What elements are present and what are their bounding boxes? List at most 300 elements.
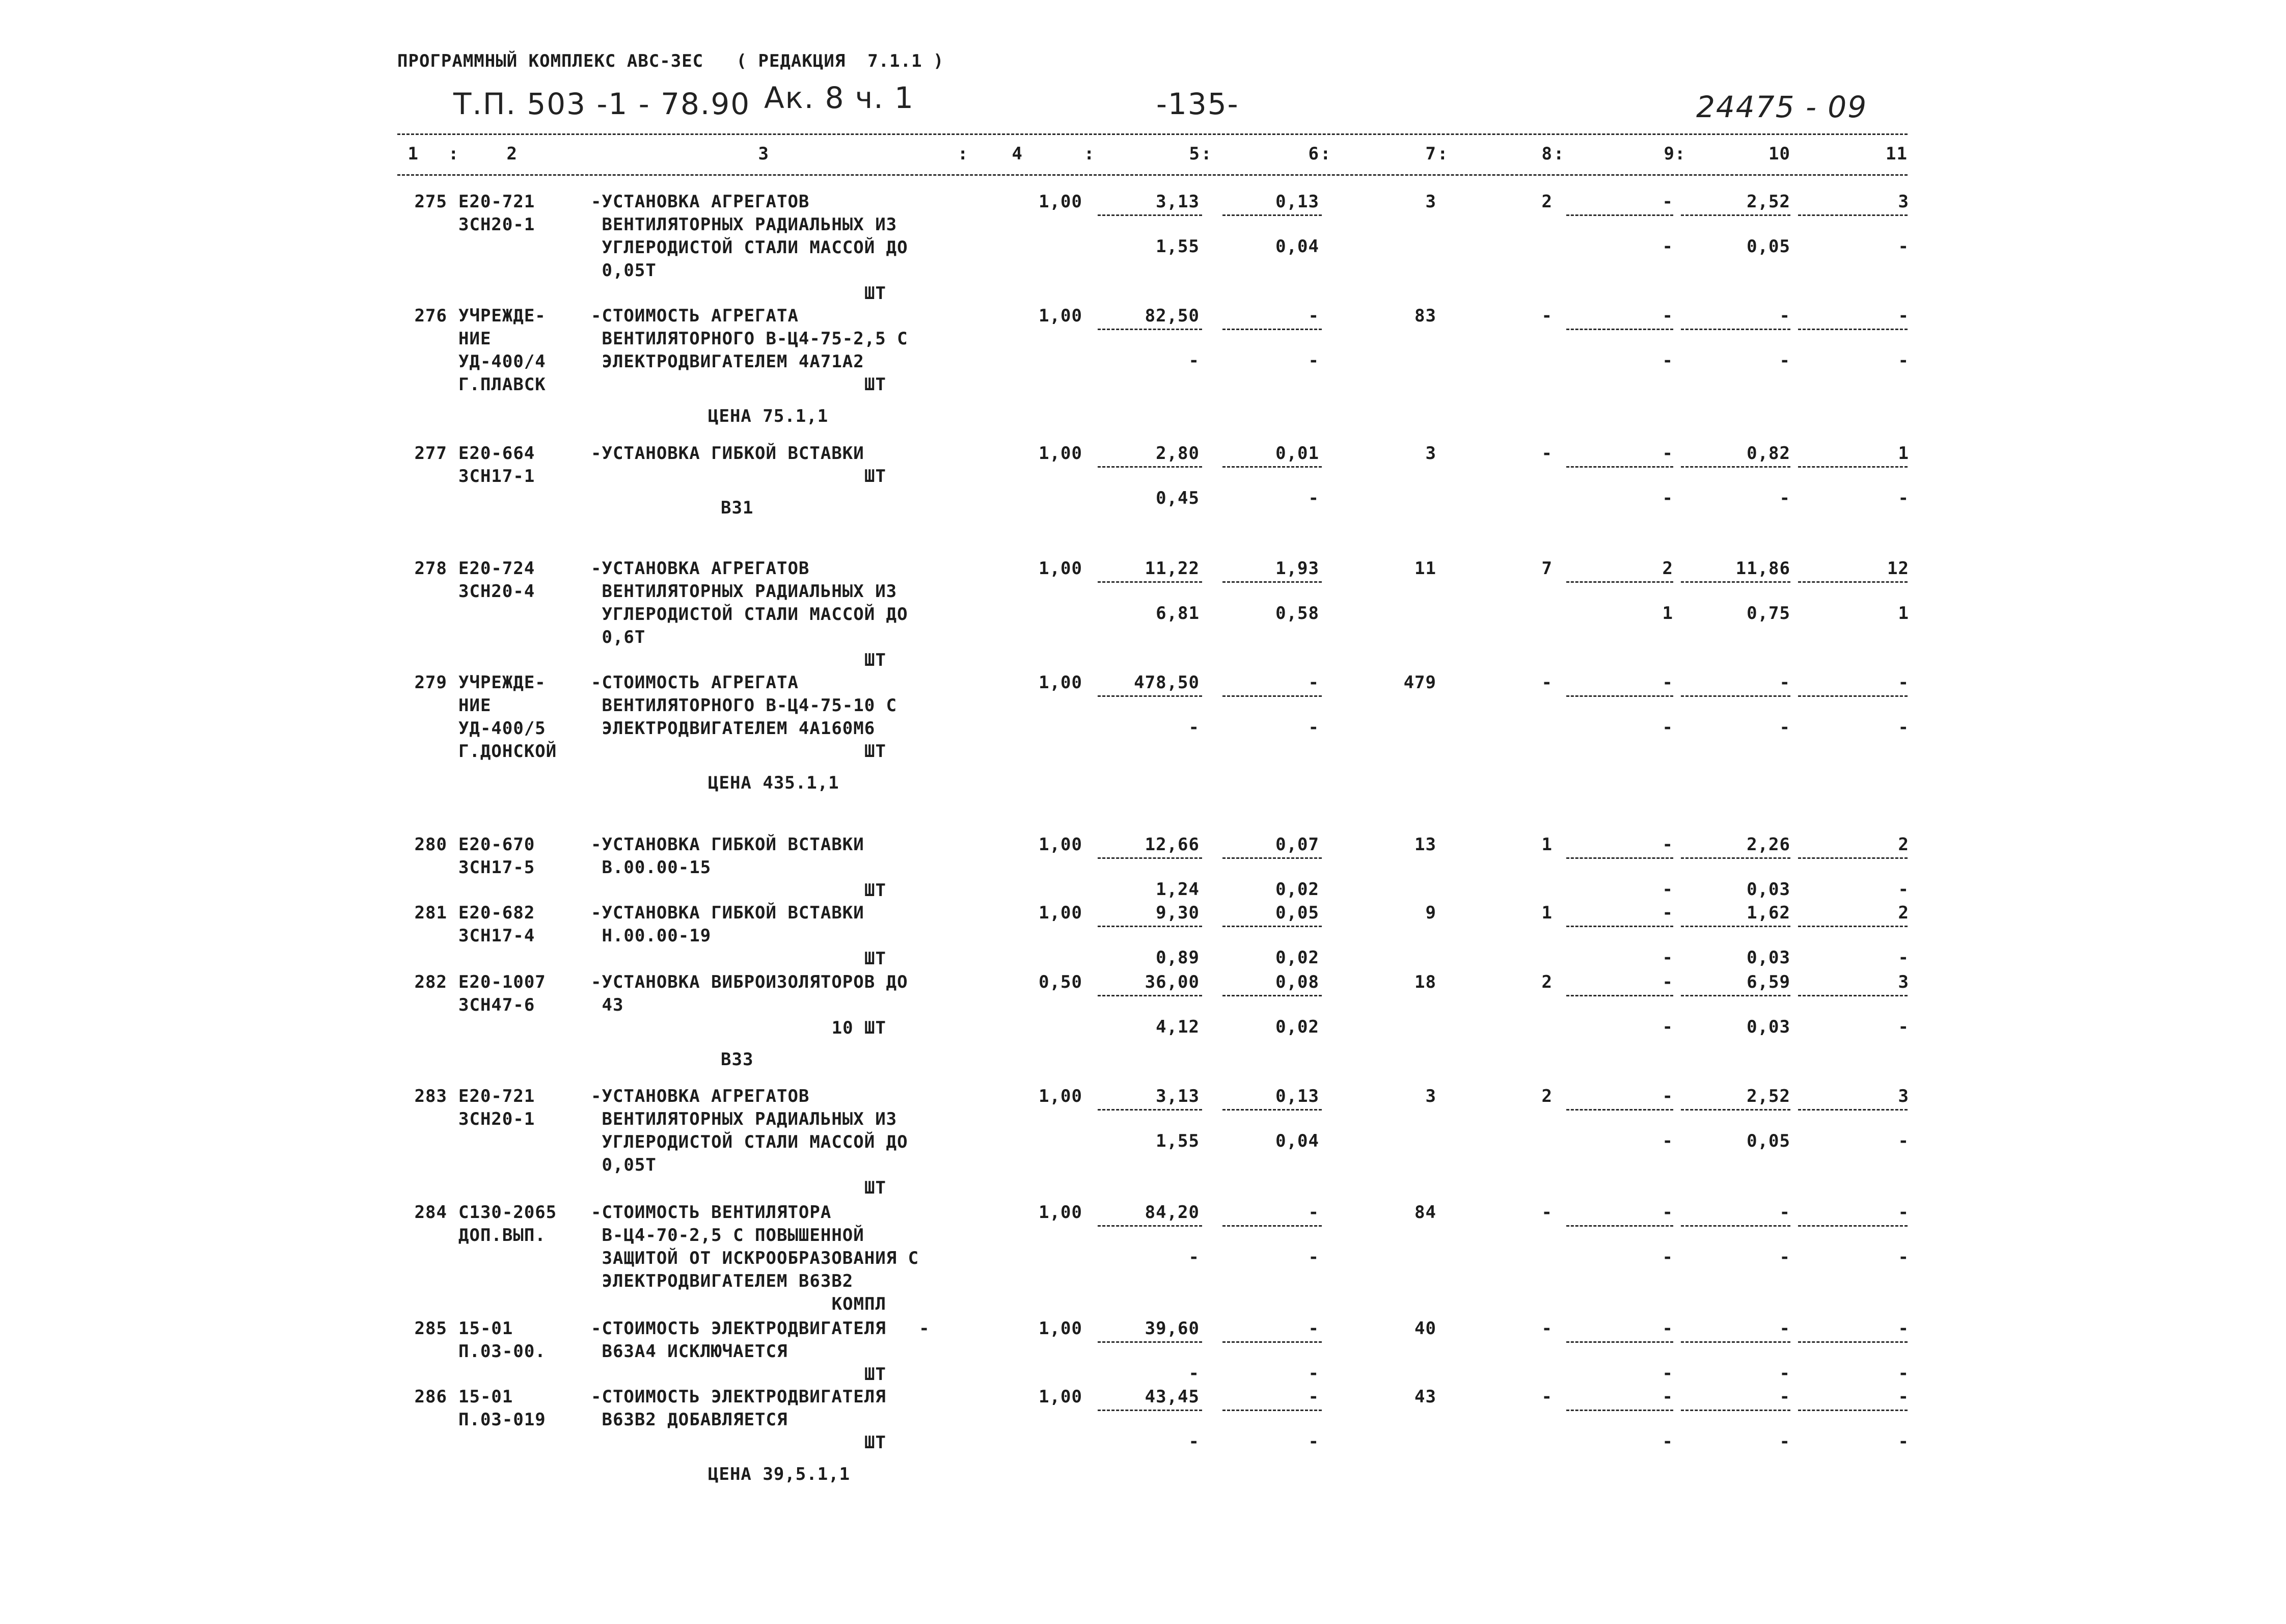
row-col8-value: 1 — [1541, 903, 1553, 923]
row-code: ЗСН20-1 — [458, 1109, 535, 1129]
row-number: 285 — [414, 1318, 447, 1339]
row-code: НИЕ — [458, 329, 492, 349]
row-description: -УСТАНОВКА ВИБРОИЗОЛЯТОРОВ ДО — [591, 972, 908, 992]
row-unit: 10 ШТ — [831, 1018, 886, 1038]
row-col10-subvalue: 0,05 — [1747, 1131, 1790, 1151]
row-col11-value: 3 — [1898, 1086, 1909, 1106]
row-note: ЦЕНА 75.1,1 — [708, 406, 829, 426]
row-col5-subvalue: - — [1188, 1431, 1200, 1452]
row-col10-value: 1,62 — [1747, 903, 1790, 923]
row-col6-subvalue: 0,02 — [1275, 948, 1319, 968]
row-col5-subvalue: - — [1188, 717, 1200, 738]
row-col6-subvalue: 0,04 — [1275, 236, 1319, 257]
row-value-rule — [1566, 857, 1673, 859]
row-col6-value: - — [1308, 306, 1319, 326]
row-col6-subvalue: - — [1308, 1247, 1319, 1267]
column-header-7: 7 — [1425, 144, 1436, 164]
row-description: -УСТАНОВКА АГРЕГАТОВ — [591, 1086, 810, 1106]
row-value-rule — [1798, 857, 1908, 859]
row-col11-subvalue: - — [1898, 879, 1909, 900]
row-code: УД-400/4 — [458, 351, 546, 372]
row-col8-value: 2 — [1541, 972, 1553, 992]
row-col7-value: 3 — [1425, 1086, 1436, 1106]
row-col11-subvalue: - — [1898, 948, 1909, 968]
row-col6-subvalue: 0,58 — [1275, 603, 1319, 624]
row-value-rule — [1098, 857, 1202, 859]
row-value-rule — [1222, 329, 1322, 330]
header-bottom-rule — [397, 174, 1908, 176]
row-number: 278 — [414, 558, 447, 579]
row-number: 281 — [414, 903, 447, 923]
row-note: ЦЕНА 435.1,1 — [708, 773, 839, 793]
row-value-rule — [1798, 466, 1908, 468]
row-col8-value: 7 — [1541, 558, 1553, 579]
row-value-rule — [1222, 1410, 1322, 1411]
row-col8-value: - — [1541, 672, 1553, 693]
row-number: 276 — [414, 306, 447, 326]
row-quantity: 1,00 — [1039, 306, 1082, 326]
row-quantity: 1,00 — [1039, 1387, 1082, 1407]
row-col10-subvalue: - — [1779, 350, 1790, 371]
row-col5-subvalue: 1,55 — [1156, 236, 1200, 257]
row-value-rule — [1098, 466, 1202, 468]
row-col6-subvalue: - — [1308, 1431, 1319, 1452]
row-col10-subvalue: - — [1779, 717, 1790, 738]
row-description: -УСТАНОВКА ГИБКОЙ ВСТАВКИ — [591, 443, 864, 464]
row-value-rule — [1681, 1225, 1790, 1227]
row-col5-value: 36,00 — [1145, 972, 1200, 992]
row-value-rule — [1798, 995, 1908, 996]
row-value-rule — [1566, 329, 1673, 330]
row-col10-subvalue: 0,03 — [1747, 1017, 1790, 1037]
row-code: УЧРЕЖДЕ- — [458, 672, 546, 693]
row-col9-subvalue: - — [1662, 488, 1673, 508]
row-col5-value: 12,66 — [1145, 834, 1200, 855]
row-quantity: 0,50 — [1039, 972, 1082, 992]
row-col10-value: - — [1779, 1318, 1790, 1339]
row-col10-subvalue: 0,03 — [1747, 879, 1790, 900]
row-value-rule — [1222, 1341, 1322, 1343]
row-col6-subvalue: - — [1308, 350, 1319, 371]
row-description: УГЛЕРОДИСТОЙ СТАЛИ МАССОЙ ДО — [591, 1132, 908, 1152]
row-col11-subvalue: 1 — [1898, 603, 1909, 624]
row-description: ЭЛЕКТРОДВИГАТЕЛЕМ 4А160М6 — [591, 718, 876, 739]
row-code: Е20-670 — [458, 834, 535, 855]
row-col5-value: 2,80 — [1156, 443, 1200, 464]
row-col5-value: 478,50 — [1134, 672, 1200, 693]
row-col5-value: 39,60 — [1145, 1318, 1200, 1339]
row-col11-value: 3 — [1898, 192, 1909, 212]
column-header-4: 4 — [1012, 144, 1023, 164]
row-value-rule — [1098, 1225, 1202, 1227]
row-col11-value: - — [1898, 1318, 1909, 1339]
row-col10-subvalue: - — [1779, 1363, 1790, 1384]
row-value-rule — [1681, 1410, 1790, 1411]
row-col9-subvalue: - — [1662, 1247, 1673, 1267]
row-description: ВЕНТИЛЯТОРНОГО В-Ц4-75-2,5 С — [591, 329, 908, 349]
row-col9-value: - — [1662, 903, 1673, 923]
column-header-1: 1 — [407, 144, 419, 164]
row-col7-value: 3 — [1425, 443, 1436, 464]
row-col9-value: 2 — [1662, 558, 1673, 579]
row-description: В63В2 ДОБАВЛЯЕТСЯ — [591, 1410, 788, 1430]
row-value-rule — [1681, 995, 1790, 996]
row-col11-value: - — [1898, 1202, 1909, 1223]
row-value-rule — [1098, 329, 1202, 330]
row-description: -СТОИМОСТЬ ВЕНТИЛЯТОРА — [591, 1202, 832, 1223]
row-code: ЗСН20-4 — [458, 581, 535, 602]
row-code: П.03-019 — [458, 1410, 546, 1430]
row-code: ДОП.ВЫП. — [458, 1225, 546, 1246]
row-col10-subvalue: 0,75 — [1747, 603, 1790, 624]
row-col5-subvalue: 1,24 — [1156, 879, 1200, 900]
row-value-rule — [1798, 214, 1908, 216]
column-header-9: 9 — [1664, 144, 1675, 164]
row-value-rule — [1098, 995, 1202, 996]
row-col9-value: - — [1662, 672, 1673, 693]
row-number: 286 — [414, 1387, 447, 1407]
row-unit: КОМПЛ — [831, 1294, 886, 1314]
row-col5-subvalue: 0,45 — [1156, 488, 1200, 508]
row-value-rule — [1681, 466, 1790, 468]
column-header-3: 3 — [758, 144, 769, 164]
row-col8-value: - — [1541, 1318, 1553, 1339]
row-code: Е20-724 — [458, 558, 535, 579]
row-description: 0,6Т — [591, 627, 646, 647]
row-col5-value: 3,13 — [1156, 192, 1200, 212]
album-number: Ак. 8 ч. 1 — [764, 80, 914, 115]
column-separator: : — [1437, 144, 1449, 164]
row-col7-value: 11 — [1414, 558, 1436, 579]
row-value-rule — [1222, 926, 1322, 927]
column-header-6: 6 — [1308, 144, 1319, 164]
row-description: -УСТАНОВКА АГРЕГАТОВ — [591, 558, 810, 579]
row-col9-value: - — [1662, 1202, 1673, 1223]
column-separator: : — [1201, 144, 1212, 164]
row-number: 284 — [414, 1202, 447, 1223]
row-col6-value: 0,05 — [1275, 903, 1319, 923]
row-description: ВЕНТИЛЯТОРНОГО В-Ц4-75-10 С — [591, 695, 897, 716]
row-value-rule — [1566, 926, 1673, 927]
row-col6-value: - — [1308, 1318, 1319, 1339]
row-description: -СТОИМОСТЬ АГРЕГАТА — [591, 672, 799, 693]
row-col8-value: - — [1541, 1202, 1553, 1223]
row-col5-value: 11,22 — [1145, 558, 1200, 579]
row-col10-value: 11,86 — [1735, 558, 1790, 579]
row-description: -СТОИМОСТЬ ЭЛЕКТРОДВИГАТЕЛЯ - — [591, 1318, 930, 1339]
column-separator: : — [1554, 144, 1565, 164]
row-col5-subvalue: 1,55 — [1156, 1131, 1200, 1151]
row-value-rule — [1098, 1341, 1202, 1343]
row-col10-subvalue: - — [1779, 1247, 1790, 1267]
row-description: 43 — [591, 995, 624, 1015]
row-col6-value: 0,07 — [1275, 834, 1319, 855]
row-value-rule — [1098, 1109, 1202, 1111]
row-value-rule — [1798, 581, 1908, 583]
row-unit: ШТ — [864, 1364, 886, 1385]
row-description: ЭЛЕКТРОДВИГАТЕЛЕМ В63В2 — [591, 1271, 854, 1291]
row-description: -УСТАНОВКА ГИБКОЙ ВСТАВКИ — [591, 903, 864, 923]
row-code: ЗСН17-1 — [458, 466, 535, 486]
row-code: ЗСН47-6 — [458, 995, 535, 1015]
row-col5-subvalue: - — [1188, 1363, 1200, 1384]
row-description: -СТОИМОСТЬ АГРЕГАТА — [591, 306, 799, 326]
row-code: Е20-721 — [458, 192, 535, 212]
row-value-rule — [1566, 1410, 1673, 1411]
row-value-rule — [1681, 926, 1790, 927]
row-col6-value: 0,13 — [1275, 192, 1319, 212]
row-col6-value: - — [1308, 1387, 1319, 1407]
row-col5-subvalue: 0,89 — [1156, 948, 1200, 968]
row-col11-value: 12 — [1887, 558, 1909, 579]
column-separator: : — [1675, 144, 1686, 164]
row-col7-value: 84 — [1414, 1202, 1436, 1223]
row-number: 282 — [414, 972, 447, 992]
row-value-rule — [1098, 926, 1202, 927]
column-header-11: 11 — [1886, 144, 1908, 164]
row-col5-value: 82,50 — [1145, 306, 1200, 326]
row-description: УГЛЕРОДИСТОЙ СТАЛИ МАССОЙ ДО — [591, 604, 908, 625]
row-col9-value: - — [1662, 306, 1673, 326]
row-value-rule — [1098, 581, 1202, 583]
row-number: 277 — [414, 443, 447, 464]
row-col7-value: 43 — [1414, 1387, 1436, 1407]
row-value-rule — [1681, 214, 1790, 216]
row-col7-value: 13 — [1414, 834, 1436, 855]
column-separator: : — [448, 144, 459, 164]
row-col9-subvalue: - — [1662, 879, 1673, 900]
row-col10-subvalue: 0,03 — [1747, 948, 1790, 968]
row-note: В31 — [721, 498, 754, 518]
row-value-rule — [1222, 1225, 1322, 1227]
row-col5-value: 43,45 — [1145, 1387, 1200, 1407]
row-col8-value: - — [1541, 306, 1553, 326]
column-separator: : — [1084, 144, 1095, 164]
row-unit: ШТ — [864, 741, 886, 762]
row-unit: ШТ — [864, 283, 886, 304]
row-value-rule — [1222, 581, 1322, 583]
row-col5-value: 84,20 — [1145, 1202, 1200, 1223]
row-code: 15-01 — [458, 1318, 513, 1339]
row-col9-value: - — [1662, 192, 1673, 212]
row-col7-value: 3 — [1425, 192, 1436, 212]
row-unit: ШТ — [864, 1432, 886, 1453]
row-code: Е20-664 — [458, 443, 535, 464]
row-quantity: 1,00 — [1039, 443, 1082, 464]
row-col11-subvalue: - — [1898, 1017, 1909, 1037]
row-number: 275 — [414, 192, 447, 212]
row-col9-subvalue: - — [1662, 1363, 1673, 1384]
row-number: 283 — [414, 1086, 447, 1106]
page-number: -135- — [1156, 87, 1239, 121]
row-value-rule — [1566, 1225, 1673, 1227]
row-value-rule — [1566, 214, 1673, 216]
row-value-rule — [1566, 1109, 1673, 1111]
row-col11-value: - — [1898, 672, 1909, 693]
row-col10-value: - — [1779, 306, 1790, 326]
row-value-rule — [1566, 695, 1673, 697]
row-col11-subvalue: - — [1898, 717, 1909, 738]
row-quantity: 1,00 — [1039, 1318, 1082, 1339]
row-value-rule — [1798, 695, 1908, 697]
row-value-rule — [1798, 926, 1908, 927]
row-value-rule — [1222, 995, 1322, 996]
row-quantity: 1,00 — [1039, 192, 1082, 212]
row-col9-value: - — [1662, 1318, 1673, 1339]
row-code: ЗСН17-4 — [458, 926, 535, 946]
row-col8-value: 1 — [1541, 834, 1553, 855]
column-header-5: 5 — [1189, 144, 1200, 164]
row-description: В.00.00-15 — [591, 857, 712, 878]
row-value-rule — [1681, 1109, 1790, 1111]
row-col11-subvalue: - — [1898, 236, 1909, 257]
row-col5-subvalue: - — [1188, 350, 1200, 371]
row-col8-value: 2 — [1541, 1086, 1553, 1106]
row-col9-value: - — [1662, 443, 1673, 464]
row-col6-subvalue: - — [1308, 488, 1319, 508]
column-header-10: 10 — [1768, 144, 1790, 164]
row-col11-value: - — [1898, 306, 1909, 326]
row-value-rule — [1798, 329, 1908, 330]
column-separator: : — [1320, 144, 1331, 164]
row-col11-subvalue: - — [1898, 488, 1909, 508]
row-col9-subvalue: 1 — [1662, 603, 1673, 624]
row-value-rule — [1098, 695, 1202, 697]
row-code: Г.ПЛАВСК — [458, 374, 546, 395]
row-col10-value: 0,82 — [1747, 443, 1790, 464]
row-value-rule — [1098, 214, 1202, 216]
row-note: ЦЕНА 39,5.1,1 — [708, 1464, 851, 1484]
row-col10-value: 2,26 — [1747, 834, 1790, 855]
row-code: Е20-721 — [458, 1086, 535, 1106]
row-col8-value: 2 — [1541, 192, 1553, 212]
row-quantity: 1,00 — [1039, 558, 1082, 579]
row-unit: ШТ — [864, 374, 886, 395]
row-col11-subvalue: - — [1898, 1131, 1909, 1151]
row-col8-value: - — [1541, 1387, 1553, 1407]
row-col5-value: 3,13 — [1156, 1086, 1200, 1106]
row-unit: ШТ — [864, 466, 886, 486]
row-col10-value: - — [1779, 1387, 1790, 1407]
row-col7-value: 83 — [1414, 306, 1436, 326]
row-value-rule — [1681, 581, 1790, 583]
row-col10-value: 6,59 — [1747, 972, 1790, 992]
row-col11-value: - — [1898, 1387, 1909, 1407]
row-col10-value: - — [1779, 1202, 1790, 1223]
row-col10-value: - — [1779, 672, 1790, 693]
row-col7-value: 479 — [1403, 672, 1436, 693]
row-col7-value: 18 — [1414, 972, 1436, 992]
row-description: ЗАЩИТОЙ ОТ ИСКРООБРАЗОВАНИЯ С — [591, 1248, 919, 1268]
row-code: ЗСН17-5 — [458, 857, 535, 878]
row-value-rule — [1566, 466, 1673, 468]
row-quantity: 1,00 — [1039, 1202, 1082, 1223]
row-code: Е20-682 — [458, 903, 535, 923]
row-value-rule — [1681, 695, 1790, 697]
row-col10-subvalue: 0,05 — [1747, 236, 1790, 257]
program-header-line: ПРОГРАММНЫЙ КОМПЛЕКС АВС-ЗЕС ( РЕДАКЦИЯ 7.1.1 ) — [397, 51, 944, 71]
row-description: 0,05Т — [591, 260, 657, 281]
row-description: -УСТАНОВКА ГИБКОЙ ВСТАВКИ — [591, 834, 864, 855]
row-col6-value: 0,13 — [1275, 1086, 1319, 1106]
row-value-rule — [1681, 1341, 1790, 1343]
row-col9-subvalue: - — [1662, 350, 1673, 371]
row-value-rule — [1222, 466, 1322, 468]
row-description: -СТОИМОСТЬ ЭЛЕКТРОДВИГАТЕЛЯ — [591, 1387, 886, 1407]
row-col5-subvalue: 4,12 — [1156, 1017, 1200, 1037]
row-value-rule — [1566, 1341, 1673, 1343]
row-description: В63А4 ИСКЛЮЧАЕТСЯ — [591, 1341, 788, 1362]
row-code: Е20-1007 — [458, 972, 546, 992]
row-value-rule — [1222, 857, 1322, 859]
row-description: ВЕНТИЛЯТОРНЫХ РАДИАЛЬНЫХ ИЗ — [591, 1109, 897, 1129]
row-value-rule — [1798, 1341, 1908, 1343]
row-col11-subvalue: - — [1898, 1431, 1909, 1452]
row-unit: ШТ — [864, 880, 886, 901]
row-value-rule — [1798, 1109, 1908, 1111]
row-code: П.03-00. — [458, 1341, 546, 1362]
row-code: 15-01 — [458, 1387, 513, 1407]
row-value-rule — [1098, 1410, 1202, 1411]
row-col9-subvalue: - — [1662, 1431, 1673, 1452]
row-col9-subvalue: - — [1662, 1017, 1673, 1037]
row-quantity: 1,00 — [1039, 1086, 1082, 1106]
row-description: УГЛЕРОДИСТОЙ СТАЛИ МАССОЙ ДО — [591, 237, 908, 258]
document-code: Т.П. 503 -1 - 78.90 — [453, 87, 751, 121]
row-value-rule — [1681, 329, 1790, 330]
row-code: ЗСН20-1 — [458, 214, 535, 235]
row-value-rule — [1222, 695, 1322, 697]
row-col6-value: 0,01 — [1275, 443, 1319, 464]
row-col7-value: 40 — [1414, 1318, 1436, 1339]
row-number: 280 — [414, 834, 447, 855]
row-number: 279 — [414, 672, 447, 693]
row-col11-value: 1 — [1898, 443, 1909, 464]
row-col11-subvalue: - — [1898, 350, 1909, 371]
row-description: ВЕНТИЛЯТОРНЫХ РАДИАЛЬНЫХ ИЗ — [591, 581, 897, 602]
column-header-8: 8 — [1541, 144, 1553, 164]
row-col5-subvalue: - — [1188, 1247, 1200, 1267]
row-col11-subvalue: - — [1898, 1247, 1909, 1267]
row-col6-value: 0,08 — [1275, 972, 1319, 992]
row-col6-subvalue: 0,02 — [1275, 1017, 1319, 1037]
row-value-rule — [1681, 857, 1790, 859]
row-description: ВЕНТИЛЯТОРНЫХ РАДИАЛЬНЫХ ИЗ — [591, 214, 897, 235]
row-col9-subvalue: - — [1662, 948, 1673, 968]
row-col8-value: - — [1541, 443, 1553, 464]
row-value-rule — [1222, 1109, 1322, 1111]
row-description: -УСТАНОВКА АГРЕГАТОВ — [591, 192, 810, 212]
row-unit: ШТ — [864, 949, 886, 969]
row-col10-subvalue: - — [1779, 1431, 1790, 1452]
row-unit: ШТ — [864, 650, 886, 670]
row-quantity: 1,00 — [1039, 903, 1082, 923]
row-quantity: 1,00 — [1039, 834, 1082, 855]
row-col6-subvalue: - — [1308, 717, 1319, 738]
row-col9-subvalue: - — [1662, 1131, 1673, 1151]
row-value-rule — [1566, 995, 1673, 996]
row-col10-value: 2,52 — [1747, 192, 1790, 212]
row-col9-value: - — [1662, 834, 1673, 855]
row-description: 0,05Т — [591, 1155, 657, 1175]
row-col6-subvalue: 0,02 — [1275, 879, 1319, 900]
row-col6-value: 1,93 — [1275, 558, 1319, 579]
row-col9-value: - — [1662, 1086, 1673, 1106]
row-code: Г.ДОНСКОЙ — [458, 741, 557, 762]
row-col6-subvalue: 0,04 — [1275, 1131, 1319, 1151]
row-code: УД-400/5 — [458, 718, 546, 739]
row-value-rule — [1222, 214, 1322, 216]
